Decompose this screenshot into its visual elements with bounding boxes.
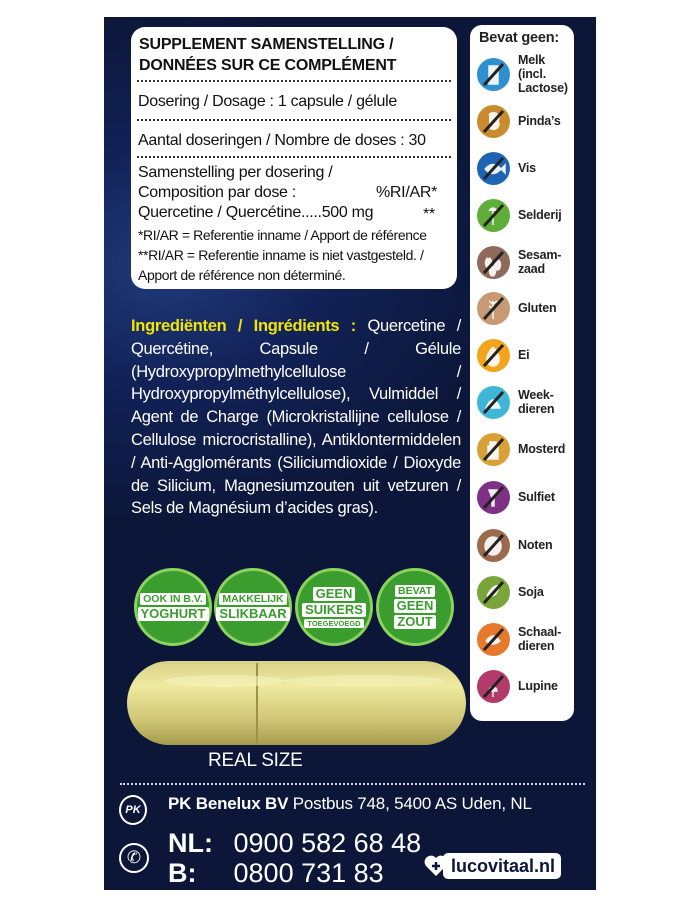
allergen-label bbox=[518, 585, 544, 599]
badge-text: YOGHURT bbox=[138, 607, 209, 621]
allergen-label bbox=[518, 625, 561, 653]
dosage-text: Dosering / Dosage : 1 capsule / gélule bbox=[138, 93, 397, 110]
capsule-image bbox=[125, 657, 468, 749]
composition-line1: Samenstelling per dosering / bbox=[138, 164, 333, 181]
allergen-label-line: Soja bbox=[518, 585, 544, 599]
quercetin-dots: ..... bbox=[300, 204, 322, 221]
allergen-label-line: Melk bbox=[518, 53, 545, 67]
dotted-separator bbox=[120, 783, 585, 785]
badge-text: OOK IN B.V. bbox=[140, 593, 206, 605]
yoghurt-badge bbox=[134, 568, 212, 646]
company-address bbox=[168, 794, 532, 814]
phone-icon: ✆ bbox=[119, 843, 149, 873]
allergen-label-line: dieren bbox=[518, 402, 555, 416]
quercetin-name: Quercetine / Quercétine bbox=[138, 204, 301, 221]
wheat-icon bbox=[477, 292, 510, 325]
quercetin-amount: 500 mg bbox=[321, 204, 374, 221]
footnote-2-line2: Apport de référence non déterminé. bbox=[138, 267, 346, 283]
allergen-label bbox=[518, 161, 536, 175]
allergen-label-line: Lactose) bbox=[518, 81, 568, 95]
soy-icon bbox=[477, 576, 510, 609]
sesame-icon bbox=[477, 246, 510, 279]
real-size-label: REAL SIZE bbox=[208, 750, 303, 771]
composition-line2: Composition par dose : bbox=[138, 184, 296, 201]
phone-b-label: B: bbox=[168, 858, 197, 888]
phone-nl-label: NL: bbox=[168, 828, 213, 858]
supplement-title-line1: SUPPLEMENT SAMENSTELLING / bbox=[139, 36, 394, 53]
allergen-label bbox=[518, 208, 562, 222]
allergen-label-line: Sesam- bbox=[518, 248, 562, 262]
allergen-label bbox=[518, 388, 554, 416]
website-logo bbox=[423, 851, 586, 881]
badge-text: GEEN bbox=[394, 599, 437, 613]
mustard-icon bbox=[477, 433, 510, 466]
allergen-label bbox=[518, 348, 529, 362]
website-text: lucovitaal.nl bbox=[443, 853, 561, 879]
fish-icon bbox=[477, 152, 510, 185]
allergen-label-line: Gluten bbox=[518, 301, 557, 315]
phone-nl-number: 0900 582 68 48 bbox=[233, 828, 422, 858]
ingredients-label: Ingrediënten / Ingrédients : bbox=[131, 317, 356, 335]
allergen-label bbox=[518, 490, 555, 504]
company-postal: Postbus 748, 5400 AS Uden, NL bbox=[292, 794, 532, 813]
dotted-divider bbox=[137, 156, 451, 158]
quercetin-row bbox=[138, 203, 373, 223]
badge-text: TOEGEVOEGD bbox=[304, 619, 363, 628]
badge-text: BEVAT bbox=[395, 585, 435, 597]
allergen-panel bbox=[470, 25, 574, 721]
sulphite-icon bbox=[477, 481, 510, 514]
badge-text: MAKKELIJK bbox=[219, 593, 286, 605]
allergen-label bbox=[518, 679, 558, 693]
allergen-label bbox=[518, 442, 565, 456]
allergen-label-line: Week- bbox=[518, 388, 554, 402]
phone-b-number: 0800 731 83 bbox=[233, 858, 384, 888]
nut-icon bbox=[477, 529, 510, 562]
supplement-title bbox=[139, 34, 396, 76]
mollusc-icon bbox=[477, 386, 510, 419]
footnote-2-line1: **RI/AR = Referentie inname is niet vastgesteld. / bbox=[138, 247, 424, 263]
footnote-1: *RI/AR = Referentie inname / Apport de référence bbox=[138, 227, 427, 243]
dotted-divider bbox=[137, 80, 451, 82]
lupine-icon bbox=[477, 670, 510, 703]
supplement-title-line2: DONNÉES SUR CE COMPLÉMENT bbox=[139, 57, 397, 74]
allergen-label bbox=[518, 538, 552, 552]
ingredients-text bbox=[131, 315, 461, 520]
easy-swallow-badge bbox=[214, 568, 292, 646]
allergen-label-line: Lupine bbox=[518, 679, 558, 693]
supplement-facts-box bbox=[131, 27, 457, 289]
allergen-label-line: Noten bbox=[518, 538, 553, 552]
phone-nl bbox=[168, 828, 421, 858]
allergen-label-line: Mosterd bbox=[518, 442, 566, 456]
celery-icon bbox=[477, 199, 510, 232]
allergen-label-line: zaad bbox=[518, 262, 545, 276]
doses-text: Aantal doseringen / Nombre de doses : 30 bbox=[138, 132, 426, 149]
no-sugar-badge bbox=[295, 568, 373, 646]
allergen-label bbox=[518, 114, 561, 128]
allergen-label-line: dieren bbox=[518, 639, 555, 653]
allergen-header: Bevat geen: bbox=[479, 30, 559, 46]
allergen-label bbox=[518, 53, 568, 95]
badge-text: GEEN bbox=[313, 587, 356, 601]
allergen-label-line: (incl. bbox=[518, 67, 546, 81]
allergen-label bbox=[518, 301, 556, 315]
badge-text: SLIKBAAR bbox=[216, 607, 289, 621]
company-name: PK Benelux BV bbox=[168, 794, 289, 813]
allergen-label-line: Pinda’s bbox=[518, 114, 561, 128]
allergen-label-line: Sulfiet bbox=[518, 490, 555, 504]
peanut-icon bbox=[477, 105, 510, 138]
no-salt-badge bbox=[376, 568, 454, 646]
phone-b bbox=[168, 858, 384, 888]
milk-icon bbox=[477, 58, 510, 91]
egg-icon bbox=[477, 339, 510, 372]
badge-text: SUIKERS bbox=[302, 603, 366, 617]
allergen-label-line: Vis bbox=[518, 161, 536, 175]
ri-header: %RI/AR* bbox=[376, 184, 438, 201]
quercetin-ri: ** bbox=[423, 206, 435, 223]
ingredients-list: Quercetine / Quercétine, Capsule / Gélule (Hydroxypropylmethylcellulose / Hydroxypropylméthylcellulose), Vulmiddel / Agent de Charge (Microkristallijne cellulose / Cellulose microcristalline), Antiklontermiddelen / Anti-Agglomérants (Siliciumdioxide / Dioxyde de Silicium, Magnesiumzouten uit vetzuren / Sels de Magnésium d’acides gras). bbox=[131, 317, 461, 518]
allergen-label bbox=[518, 248, 561, 276]
allergen-label-line: Ei bbox=[518, 348, 530, 362]
crustacean-icon bbox=[477, 623, 510, 656]
pk-logo: PK bbox=[119, 795, 147, 825]
dotted-divider bbox=[137, 119, 451, 121]
allergen-label-line: Schaal- bbox=[518, 625, 562, 639]
allergen-label-line: Selderij bbox=[518, 208, 562, 222]
badge-text: ZOUT bbox=[394, 615, 435, 629]
